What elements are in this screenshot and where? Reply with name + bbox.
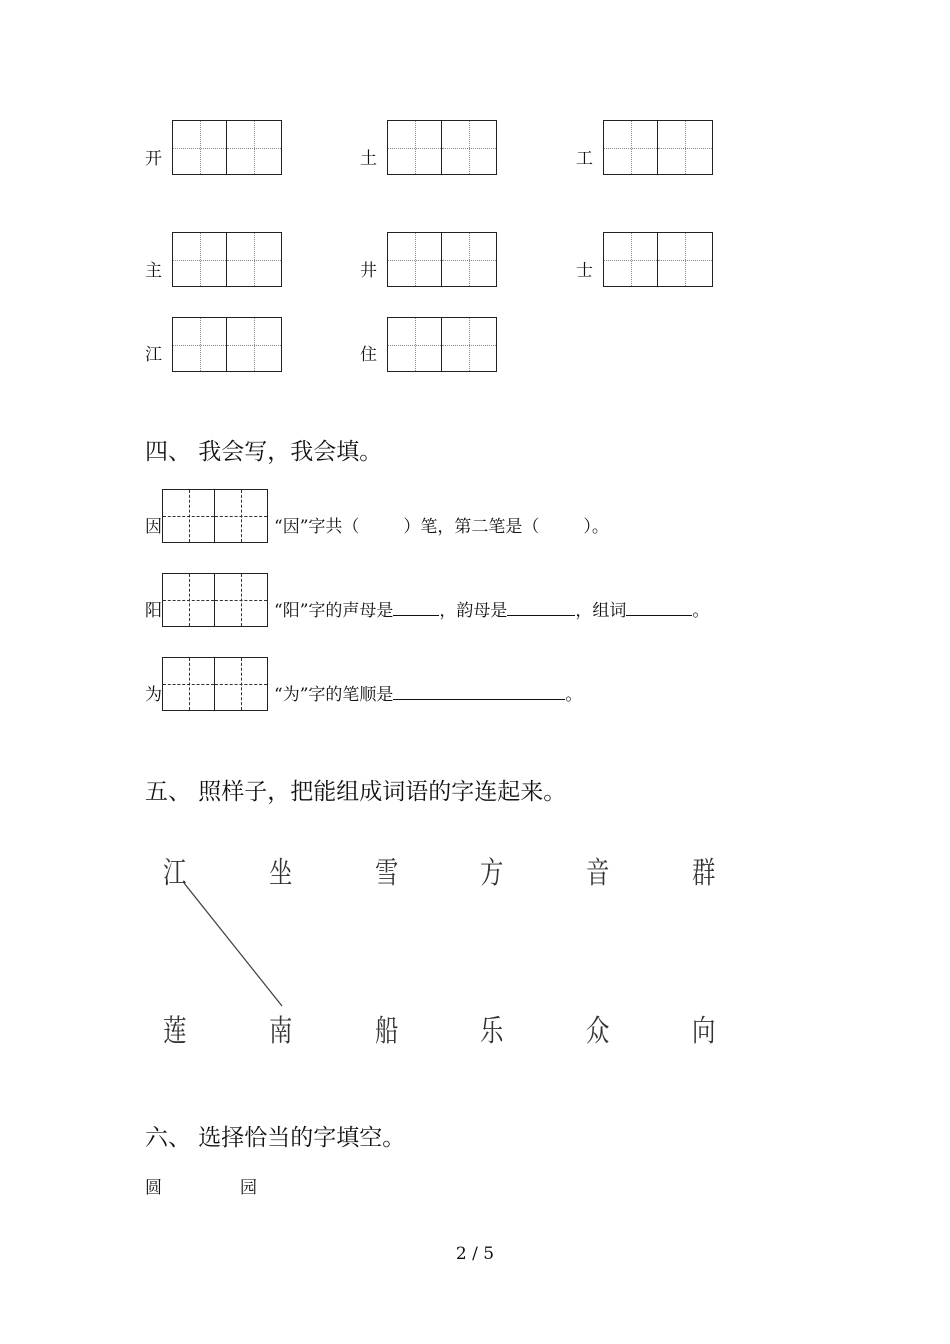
match-bottom-char[interactable]: 南 xyxy=(269,1014,293,1049)
grid-char-label: 工 xyxy=(576,149,593,169)
choice-char: 园 xyxy=(240,1178,257,1198)
page-number: 2 / 5 xyxy=(455,1244,495,1264)
match-top-char[interactable]: 方 xyxy=(480,856,504,891)
section-heading-6: 六、 选择恰当的字填空。 xyxy=(145,1125,406,1151)
section-heading-5: 五、 照样子，把能组成词语的字连起来。 xyxy=(145,779,567,805)
fill-item-char: 因 xyxy=(145,517,162,537)
question-part: “为”字的笔顺是 xyxy=(274,685,394,705)
grid-char-label: 士 xyxy=(576,261,593,281)
question-part: ）。 xyxy=(583,517,609,537)
question-part: 。 xyxy=(692,601,710,621)
match-top-char[interactable]: 群 xyxy=(692,856,716,891)
question-part: ，组词 xyxy=(575,601,627,621)
section-heading-4: 四、 我会写，我会填。 xyxy=(145,439,383,465)
match-top-char[interactable]: 江 xyxy=(163,856,187,891)
grid-char-label: 开 xyxy=(145,149,162,169)
match-bottom-char[interactable]: 众 xyxy=(586,1014,610,1049)
match-top-char[interactable]: 坐 xyxy=(269,856,293,891)
question-part: ）笔，第二笔是（ xyxy=(403,517,540,537)
match-top-char[interactable]: 雪 xyxy=(375,856,399,891)
match-bottom-char[interactable]: 乐 xyxy=(480,1014,504,1049)
choice-char: 圆 xyxy=(145,1178,162,1198)
question-part: “因”字共（ xyxy=(274,517,360,537)
grid-char-label: 主 xyxy=(145,261,162,281)
match-bottom-char[interactable]: 船 xyxy=(375,1014,399,1049)
fill-item-char: 阳 xyxy=(145,601,162,621)
fill-item-char: 为 xyxy=(145,685,162,705)
grid-char-label: 江 xyxy=(145,345,162,365)
match-bottom-char[interactable]: 莲 xyxy=(163,1014,187,1049)
question-part: ，韵母是 xyxy=(439,601,508,621)
question-part: “阳”字的声母是 xyxy=(274,601,394,621)
match-bottom-char[interactable]: 向 xyxy=(692,1014,716,1049)
question-part: 。 xyxy=(565,685,583,705)
grid-char-label: 井 xyxy=(360,261,377,281)
grid-char-label: 住 xyxy=(360,345,377,365)
match-top-char[interactable]: 音 xyxy=(586,856,610,891)
grid-char-label: 土 xyxy=(360,149,377,169)
